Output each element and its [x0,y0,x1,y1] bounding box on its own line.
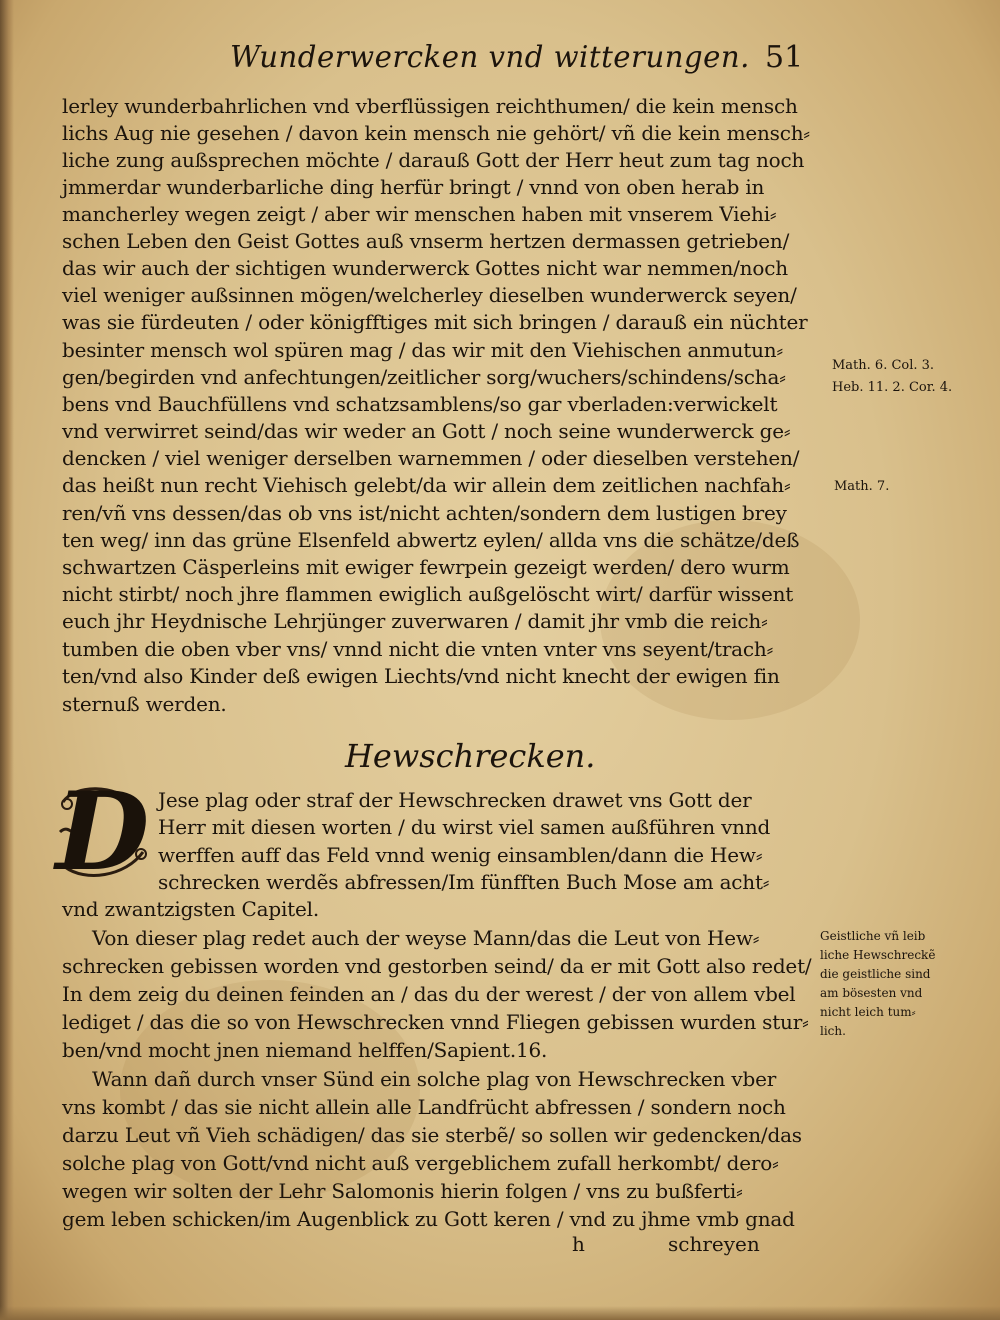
text-line: mancherley wegen zeigt / aber wir menschen haben mit vnserem Viehi⸗ [62,202,777,226]
text-line: vns kombt / das sie nicht allein alle Landfrücht abfressen / sondern noch [62,1095,786,1119]
text-line: darzu Leut vñ Vieh schädigen/ das sie sterbẽ/ so sollen wir gedencken/das [62,1123,802,1147]
text-line: das wir auch der sichtigen wunderwerck Gottes nicht war nemmen/noch [62,256,788,280]
text-line: Von dieser plag redet auch der weyse Mann/das die Leut von Hew⸗ [92,926,760,950]
text-line: Jese plag oder straf der Hewschrecken drawet vns Gott der [158,788,752,812]
text-line: liche zung außsprechen möchte / darauß Gott der Herr heut zum tag noch [62,148,805,172]
text-line: das heißt nun recht Viehisch gelebt/da wir allein dem zeitlichen nachfah⸗ [62,473,791,497]
section-heading: Hewschrecken. [345,737,596,775]
page-number: 51 [765,40,804,75]
text-line: ben/vnd mocht jnen niemand helffen/Sapient.16. [62,1038,548,1062]
text-line: sternuß werden. [62,692,227,716]
text-line: dencken / viel weniger derselben warnemmen / oder dieselben verstehen/ [62,446,800,470]
text-line: was sie fürdeuten / oder königfftiges mit sich bringen / darauß ein nüchter [62,310,808,334]
text-line: werffen auff das Feld vnnd wenig einsamblen/dann die Hew⸗ [158,843,763,867]
text-line: besinter mensch wol spüren mag / das wir mit den Viehischen anmutun⸗ [62,338,783,362]
text-line: Herr mit diesen worten / du wirst viel samen außführen vnnd [158,815,771,839]
running-title: Wunderwercken vnd witterungen. [230,40,750,75]
text-line: tumben die oben vber vns/ vnnd nicht die vnten vnter vns seyent/trach⸗ [62,637,774,661]
text-line: viel weniger außsinnen mögen/welcherley dieselben wunderwerck seyen/ [62,283,797,307]
text-line: vnd zwantzigsten Capitel. [62,897,320,921]
margin-note-line: am bösesten vnd [820,986,923,1000]
text-line: euch jhr Heydnische Lehrjünger zuverwaren / damit jhr vmb die reich⸗ [62,609,768,633]
text-line: lichs Aug nie gesehen / davon kein mensch nie gehört/ vñ die kein mensch⸗ [62,121,810,145]
catchword: schreyen [668,1232,760,1256]
initial-letter: D [55,769,150,895]
text-line: jmmerdar wunderbarliche ding herfür bringt / vnnd von oben herab in [62,175,765,199]
text-line: Wann dañ durch vnser Sünd ein solche plag von Hewschrecken vber [92,1067,777,1091]
text-line: bens vnd Bauchfüllens vnd schatzsamblens/so gar vberladen:verwickelt [62,392,778,416]
text-line: lerley wunderbahrlichen vnd vberflüssigen reichthumen/ die kein mensch [62,94,798,118]
text-line: ten/vnd also Kinder deß ewigen Liechts/vnd nicht knecht der ewigen fin [62,664,780,688]
text-line: ten weg/ inn das grüne Elsenfeld abwertz eylen/ allda vns die schätze/deß [62,528,800,552]
margin-note-line: liche Hewschreckẽ [820,948,936,962]
margin-note-line: Math. 7. [834,479,890,494]
text-line: vnd verwirret seind/das wir weder an Gott / noch seine wunderwerck ge⸗ [62,419,791,443]
margin-note-line: die geistliche sind [820,967,931,981]
decorated-initial [55,769,150,895]
text-line: ren/vñ vns dessen/das ob vns ist/nicht achten/sondern dem lustigen brey [62,501,787,525]
text-line: schrecken werdẽs abfressen/Im fünfften Buch Mose am acht⸗ [158,870,770,894]
page-bottom-edge-shadow [0,1306,1000,1320]
text-line: lediget / das die so von Hewschrecken vnnd Fliegen gebissen wurden stur⸗ [62,1010,809,1034]
margin-note-line: Geistliche vñ leib [820,929,926,943]
text-line: solche plag von Gott/vnd nicht auß vergeblichem zufall herkombt/ dero⸗ [62,1151,779,1175]
margin-note-line: nicht leich tum⸗ [820,1005,916,1019]
text-line: schwartzen Cäsperleins mit ewiger fewrpein gezeigt werden/ dero wurm [62,555,790,579]
margin-note-line: lich. [820,1024,846,1038]
margin-note-line: Math. 6. Col. 3. [832,358,935,373]
signature-mark: h [572,1232,585,1256]
text-line: In dem zeig du deinen feinden an / das du der werest / der von allem vbel [62,982,796,1006]
text-line: wegen wir solten der Lehr Salomonis hierin folgen / vns zu bußferti⸗ [62,1179,743,1203]
text-line: schen Leben den Geist Gottes auß vnserm hertzen dermassen getrieben/ [62,229,790,253]
text-line: gen/begirden vnd anfechtungen/zeitlicher sorg/wuchers/schindens/scha⸗ [62,365,786,389]
text-line: nicht stirbt/ noch jhre flammen ewiglich außgelöscht wirt/ darfür wissent [62,582,794,606]
page-left-edge-shadow [0,0,14,1320]
text-line: gem leben schicken/im Augenblick zu Gott keren / vnd zu jhme vmb gnad [62,1207,795,1231]
text-line: schrecken gebissen worden vnd gestorben seind/ da er mit Gott also redet/ [62,954,812,978]
margin-note-line: Heb. 11. 2. Cor. 4. [832,380,953,395]
